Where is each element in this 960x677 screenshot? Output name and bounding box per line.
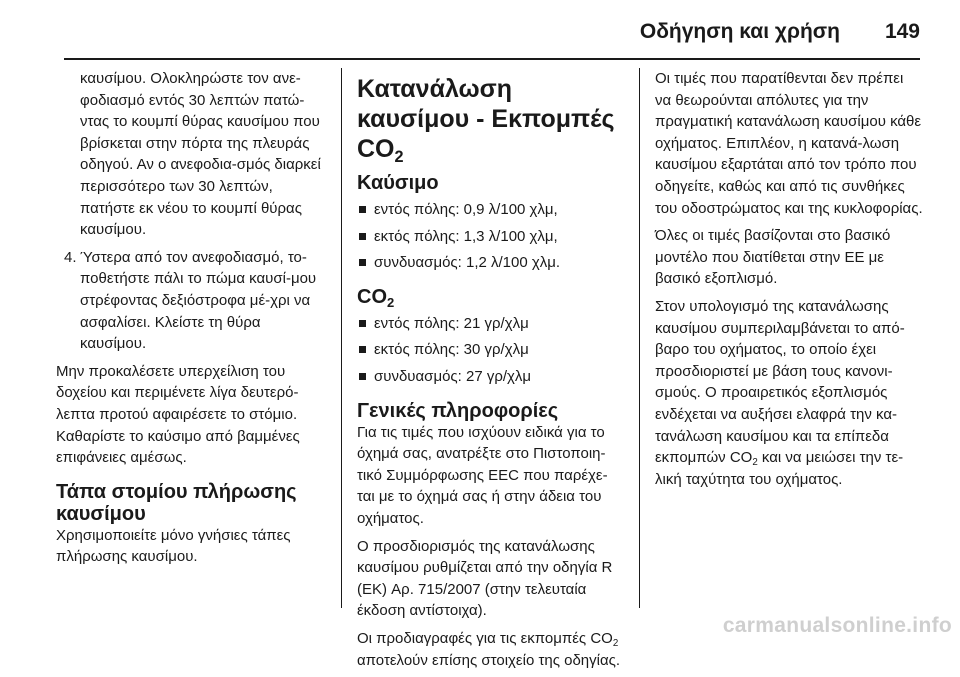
list-item	[357, 199, 625, 221]
column-right	[655, 68, 923, 496]
section-heading	[357, 286, 625, 308]
bullet-icon	[359, 346, 366, 353]
bullet-icon	[359, 206, 366, 213]
bullet-icon	[359, 259, 366, 266]
bullet-icon	[359, 373, 366, 380]
list-item-text: εκτός πόλης: 1,3 λ/100 χλμ,	[374, 227, 558, 245]
paragraph: Οι τιμές που παρατίθενται δεν πρέπει να θεωρούνται απόλυτες για την πραγματική κατανάλωση καυσίμου κάθε οχήματος. Επιπλέον, η κατανά-λωση καυσίμου εξαρτάται από τον τρόπο που οδηγείτε, καθώς και από τις συνθήκες του οδοστρώματος και της κυκλοφορίας.	[655, 70, 923, 217]
watermark: carmanualsonline.info	[722, 614, 952, 637]
subscript: 2	[612, 637, 619, 649]
list-item-text: συνδυασμός: 27 γρ/χλμ	[374, 367, 532, 385]
list-item-text: εντός πόλης: 0,9 λ/100 χλμ,	[374, 201, 558, 218]
column-divider	[341, 68, 342, 608]
paragraph	[655, 296, 923, 490]
page-number: 149	[884, 20, 920, 43]
header-divider	[64, 58, 920, 60]
column-middle	[357, 68, 625, 677]
paragraph-text: Στον υπολογισμό της κατανάλωσης καυσίμου συμπεριλαμβάνεται το από-βαρο του οχήματος, το οποίο έχει προσδιοριστεί με βάση τους κανονι-σμούς. Ο προαιρετικός εξοπλισμός ενδέχεται να αυξήσει ελαφρά την κα-τανάλωση καυσίμου και τα επίπεδα εκπομπών CO	[655, 297, 905, 467]
step-text: Ύστερα από τον ανεφοδιασμό, το-ποθετήστε πάλι το πώμα καυσί-μου στρέφοντας δεξιόστροφα μέ-χρι να ασφαλίσει. Κλείστε τη θύρα καυσίμου.	[80, 248, 317, 353]
page-header	[0, 0, 960, 60]
column-left	[56, 68, 324, 574]
paragraph: Μην προκαλέσετε υπερχείλιση του δοχείου και περιμένετε λίγα δευτερό-λεπτα προτού αφαιρέσετε το στόμιο. Καθαρίστε το καύσιμο από βαμμένες επιφάνειες αμέσως.	[56, 362, 300, 467]
paragraph: καυσίμου. Ολοκληρώστε τον ανε-φοδιασμό εντός 30 λεπτών πατώ-ντας το κουμπί θύρας καυσίμου που βρίσκεται στην πόρτα της πλευράς οδηγού. Αν ο ανεφοδια-σμός διαρκεί περισσότερο των 30 λεπτών, πατήστε εκ νέου το κουμπί θύρας καυσίμου.	[80, 70, 321, 239]
list-item	[357, 366, 625, 388]
list-item	[357, 226, 625, 248]
heading-text: CO	[357, 285, 387, 308]
paragraph-text: και να μειώσει την τε-λική ταχύτητα του οχήματος.	[655, 449, 904, 488]
subscript: 2	[394, 147, 404, 166]
paragraph: Για τις τιμές που ισχύουν ειδικά για το όχημά σας, ανατρέξτε στο Πιστοποιη-τικό Συμμόρφωσης EEC που παρέχε-ται με το όχημά σας ή στην άδεια του οχήματος.	[357, 423, 608, 527]
paragraph: Χρησιμοποιείτε μόνο γνήσιες τάπες πλήρωσης καυσίμου.	[56, 526, 291, 566]
step-number: 4.	[64, 248, 77, 266]
bullet-icon	[359, 320, 366, 327]
list-item	[357, 339, 625, 361]
paragraph: Ο προσδιορισμός της κατανάλωσης καυσίμου ρυθμίζεται από την οδηγία R (ΕΚ) Αρ. 715/2007 (στην τελευταία έκδοση αντίστοιχα).	[357, 537, 613, 620]
bullet-icon	[359, 233, 366, 240]
list-item-text: συνδυασμός: 1,2 λ/100 χλμ.	[374, 254, 561, 272]
section-heading: Τάπα στομίου πλήρωσης καυσίμου	[56, 480, 297, 525]
section-heading: Γενικές πληροφορίες	[357, 399, 559, 422]
paragraph-text: Οι προδιαγραφές για τις εκπομπές CO	[357, 629, 613, 647]
numbered-step	[56, 247, 324, 355]
list-item-text: εκτός πόλης: 30 γρ/χλμ	[374, 341, 529, 359]
chapter-title-text: Κατανάλωση καυσίμου - Εκπομπές CO	[357, 75, 615, 163]
paragraph: Όλες οι τιμές βασίζονται στο βασικό μοντέλο που διατίθεται στην ΕΕ με βασικό εξοπλισμό.	[655, 227, 891, 288]
list-item-text: εντός πόλης: 21 γρ/χλμ	[374, 314, 529, 332]
subscript: 2	[387, 294, 395, 310]
chapter-title	[357, 74, 625, 164]
list-item	[357, 313, 625, 335]
paragraph-text: αποτελούν επίσης στοιχείο της οδηγίας.	[357, 651, 621, 669]
column-divider	[639, 68, 640, 608]
section-heading: Καύσιμο	[357, 172, 439, 194]
paragraph	[357, 628, 625, 671]
section-title: Οδήγηση και χρήση	[639, 20, 840, 43]
subscript: 2	[752, 457, 758, 469]
list-item	[357, 252, 625, 274]
